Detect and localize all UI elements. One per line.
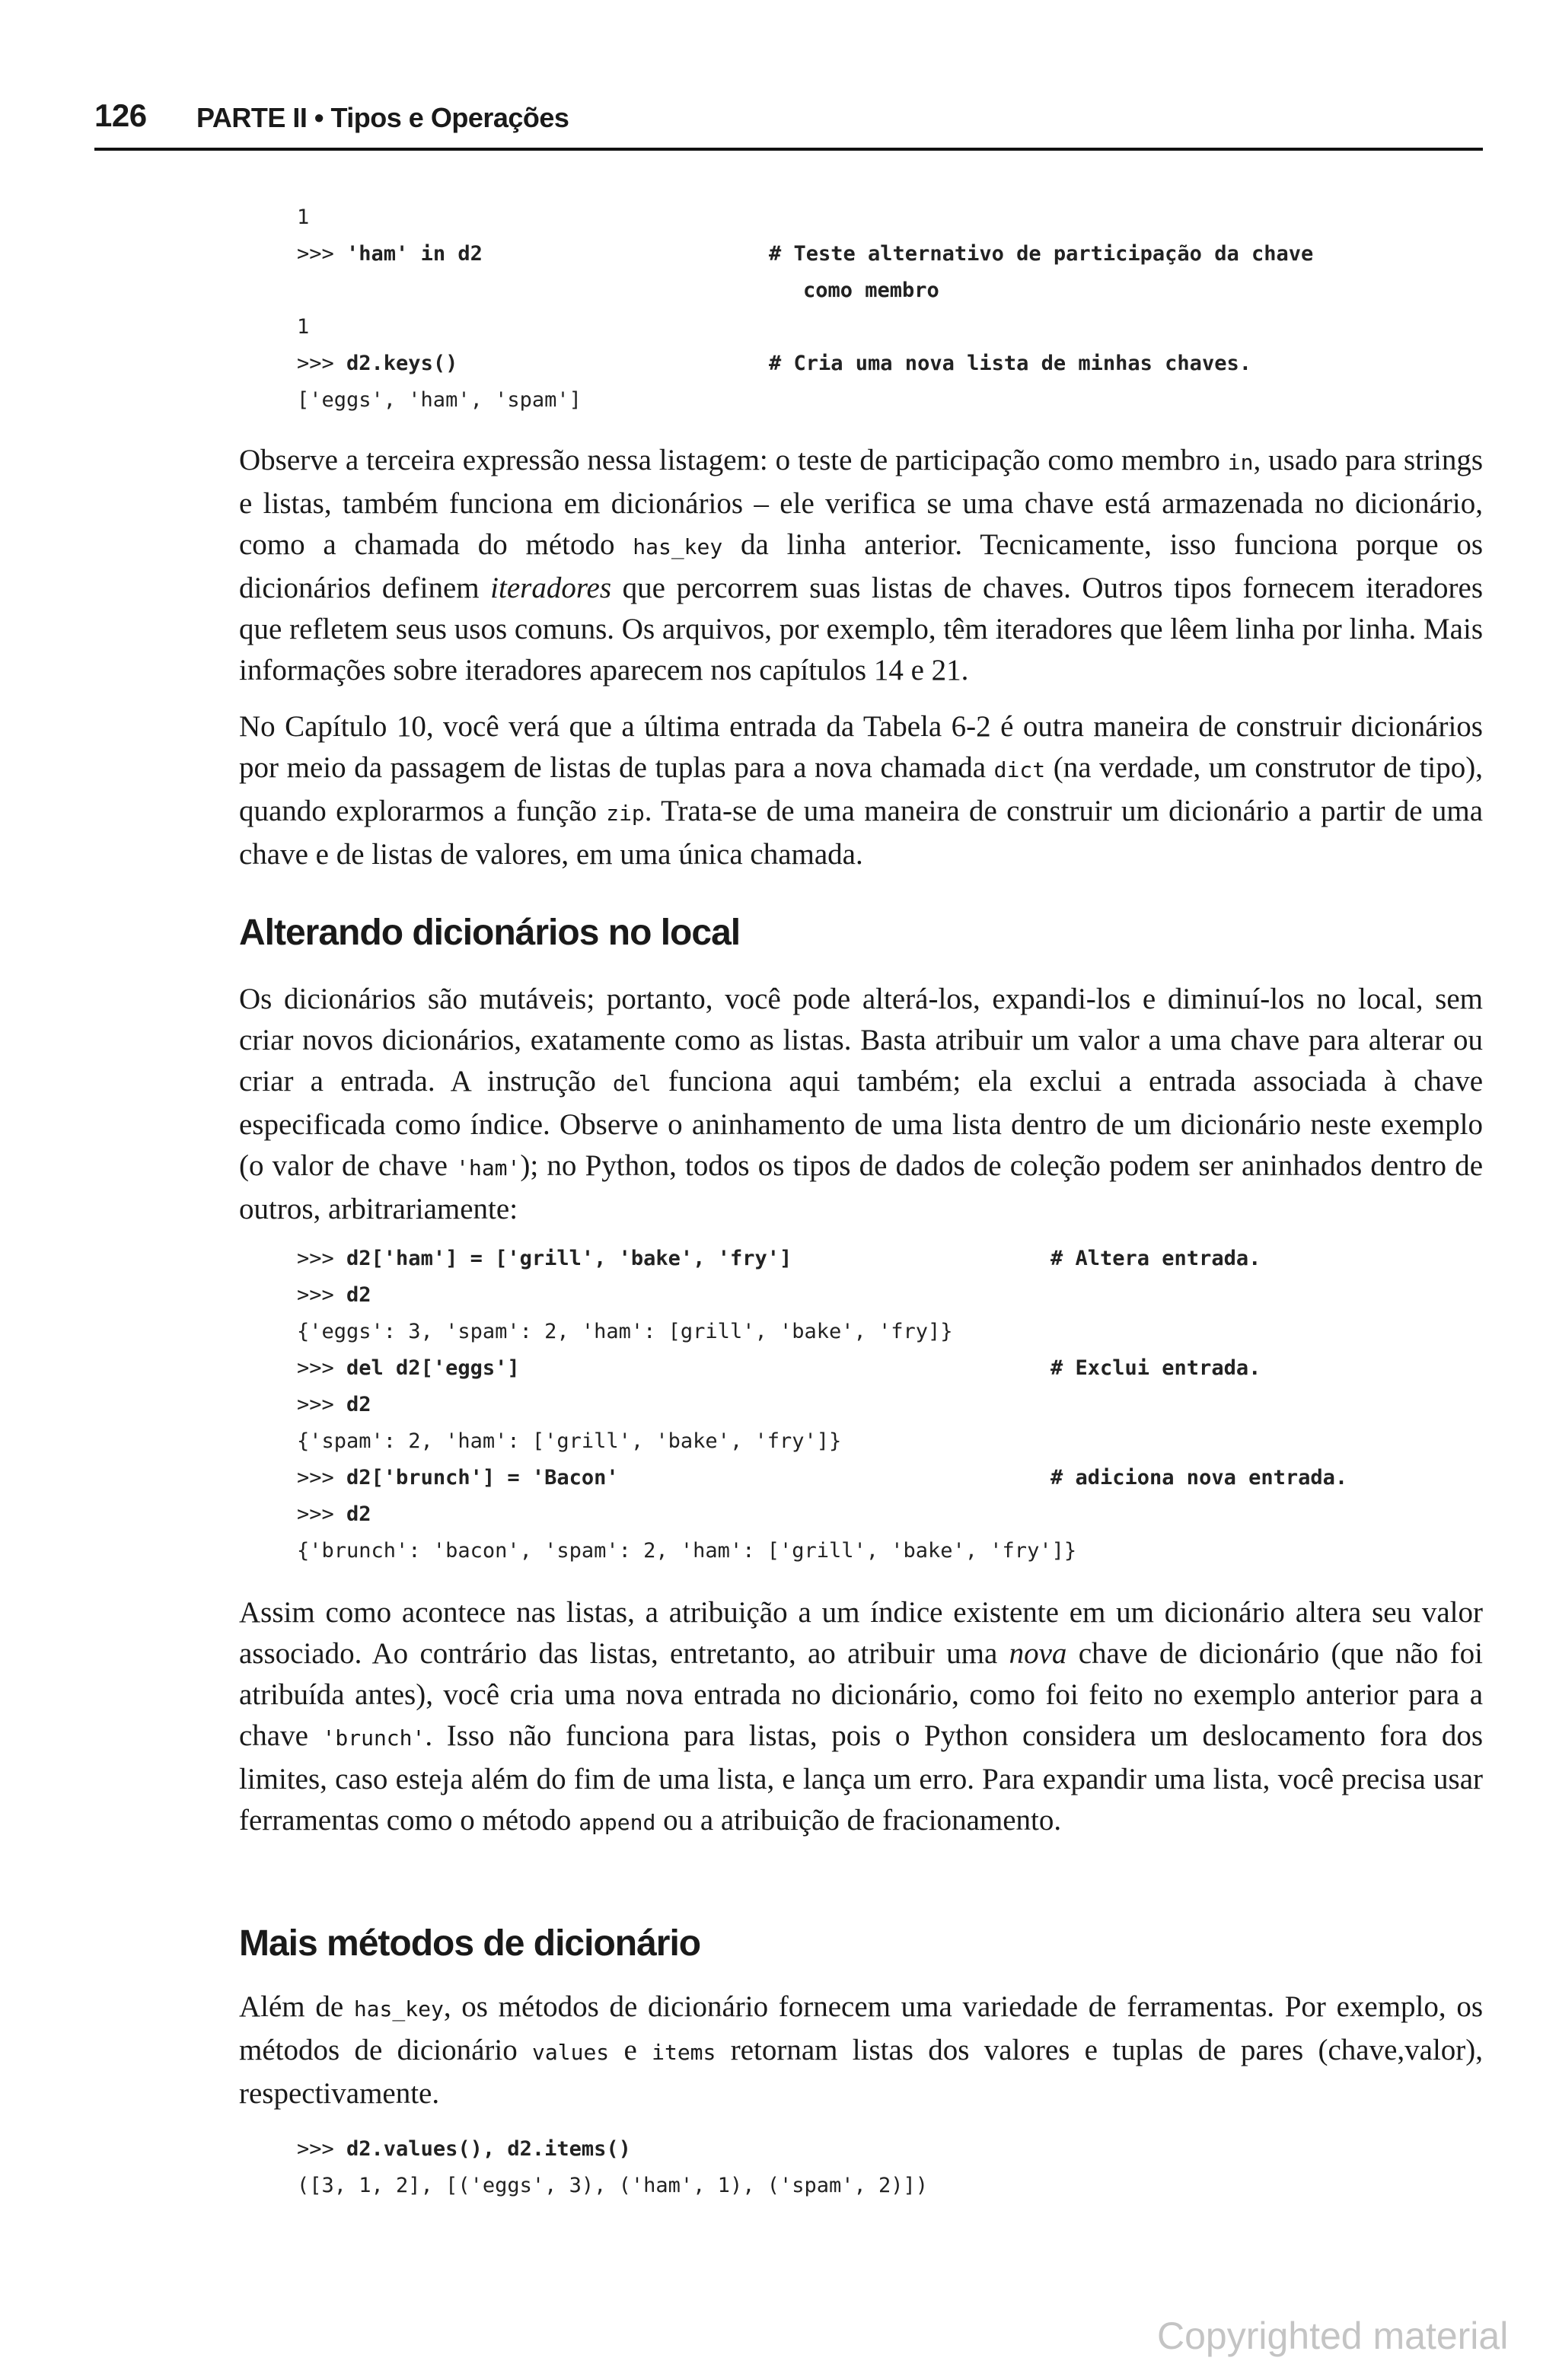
text: Assim como acontece nas listas, a atribuição a um índice existente em um dicionário altera seu valor associado. Ao contrário das listas, entretanto, ao atribuir uma <box>239 1596 1483 1670</box>
code-line <box>297 199 309 236</box>
text: Observe a terceira expressão nessa listagem: o teste de participação como membro <box>239 444 1228 476</box>
text: No Capítulo 10, você verá que a última entrada da Tabela 6-2 é outra maneira de construir dicionários por meio da passagem de listas de tuplas para a nova chamada <box>239 710 1483 784</box>
code-line <box>297 236 483 272</box>
code-comment: # Altera entrada. <box>1050 1247 1261 1270</box>
code-comment: como membro <box>803 279 939 302</box>
code-line <box>297 1314 953 1350</box>
code-line <box>297 1387 371 1423</box>
part-title: PARTE II • Tipos e Operações <box>196 102 569 133</box>
section-heading-1: Alterando dicionários no local <box>239 913 741 953</box>
code-input: d2 <box>346 1502 371 1526</box>
code-input: 'ham' in d2 <box>346 242 483 266</box>
text: , usado para strings e listas, também funciona em dicionários – ele verifica se uma chave está armazenada no dicionário, como a chamada do método <box>239 444 1483 561</box>
paragraph-2 <box>239 706 1483 875</box>
code-line <box>297 2168 928 2204</box>
text: Além de <box>239 1990 354 2023</box>
code-output: 1 <box>297 206 310 229</box>
code-block-2 <box>297 1241 1348 1571</box>
code-line <box>297 346 457 382</box>
inline-code: items <box>652 2040 716 2065</box>
code-output: {'spam': 2, 'ham': ['grill', 'bake', 'fry']} <box>297 1429 842 1453</box>
code-block-3 <box>297 2131 929 2225</box>
code-input: del d2['eggs'] <box>346 1356 520 1380</box>
code-input: d2.values(), d2.items() <box>346 2137 631 2161</box>
code-comment: # Teste alternativo de participação da chave <box>769 242 1314 266</box>
code-line <box>297 1533 1076 1569</box>
copyright-watermark: Copyrighted material <box>1157 2315 1509 2357</box>
text: , os métodos de dicionário fornecem uma variedade de ferramentas. Por exemplo, os métodos de dicionário <box>239 1990 1483 2066</box>
code-line <box>297 2131 631 2168</box>
inline-code: has_key <box>633 534 723 559</box>
inline-code: del <box>613 1071 652 1096</box>
inline-code: in <box>1227 450 1254 475</box>
inline-code: values <box>532 2040 610 2065</box>
code-line <box>297 382 582 419</box>
code-prompt: >>> <box>297 1502 347 1526</box>
code-prompt: >>> <box>297 352 347 375</box>
section-heading-2: Mais métodos de dicionário <box>239 1923 701 1964</box>
code-output: 1 <box>297 315 310 339</box>
text: . Isso não funciona para listas, pois o Python considera um deslocamento fora dos limites, caso esteja além do fim de uma lista, e lança um erro. Para expandir uma lista, você precisa usar ferramentas como o método <box>239 1719 1483 1837</box>
inline-code: zip <box>606 801 645 826</box>
code-comment: # Cria uma nova lista de minhas chaves. <box>769 352 1251 375</box>
emphasis: iteradores <box>490 572 612 604</box>
text: chave de dicionário (que não foi atribuída antes), você cria uma nova entrada no dicionário, como foi feito no exemplo anterior para a chave <box>239 1637 1483 1752</box>
text: da linha anterior. Tecnicamente, isso funciona porque os dicionários definem <box>239 528 1484 604</box>
code-prompt: >>> <box>297 1283 347 1307</box>
code-comment: # adiciona nova entrada. <box>1050 1466 1348 1489</box>
code-output: {'eggs': 3, 'spam': 2, 'ham': [grill', 'bake', 'fry]} <box>297 1320 953 1343</box>
code-comment: # Exclui entrada. <box>1050 1356 1261 1380</box>
inline-code: 'brunch' <box>322 1725 426 1751</box>
emphasis: nova <box>1009 1637 1067 1670</box>
code-prompt: >>> <box>297 242 347 266</box>
code-output: ['eggs', 'ham', 'spam'] <box>297 388 582 412</box>
text: e <box>609 2034 652 2066</box>
running-header <box>94 91 1483 151</box>
text: que percorrem suas listas de chaves. Outros tipos fornecem iteradores que refletem seus usos comuns. Os arquivos, por exemplo, têm iteradores que lêem linha por linha. Mais informações sobre iteradores aparecem nos capítulos 14 e 21. <box>239 572 1483 687</box>
inline-code: dict <box>993 757 1046 782</box>
text: ou a atribuição de fracionamento. <box>655 1804 1062 1837</box>
inline-code: append <box>579 1810 656 1835</box>
text: (na verdade, um construtor de tipo), quando explorarmos a função <box>239 751 1483 827</box>
code-prompt: >>> <box>297 2137 347 2161</box>
code-input: d2.keys() <box>346 352 458 375</box>
text: funciona aqui também; ela exclui a entrada associada à chave especificada como índice. Observe o aninhamento de uma lista dentro de um dicionário neste exemplo (o valor de chave <box>239 1065 1484 1182</box>
code-line <box>297 1241 792 1277</box>
inline-code: has_key <box>353 1996 444 2022</box>
code-prompt: >>> <box>297 1356 347 1380</box>
inline-code: 'ham' <box>456 1155 521 1180</box>
code-output: {'brunch': 'bacon', 'spam': 2, 'ham': ['grill', 'bake', 'fry']} <box>297 1539 1077 1563</box>
paragraph-1 <box>239 440 1483 691</box>
code-prompt: >>> <box>297 1393 347 1416</box>
paragraph-3 <box>239 979 1483 1230</box>
page-number: 126 <box>94 97 147 133</box>
text: Os dicionários são mutáveis; portanto, você pode alterá-los, expandi-los e diminuí-los no local, sem criar novos dicionários, exatamente como as listas. Basta atribuir um valor a uma chave para alterar ou criar a entrada. A instrução <box>239 983 1483 1098</box>
paragraph-4 <box>239 1592 1483 1843</box>
text: . Trata-se de uma maneira de construir um dicionário a partir de uma chave e de listas de valores, em uma única chamada. <box>239 795 1483 871</box>
code-line <box>297 1460 619 1496</box>
code-input: d2['ham'] = ['grill', 'bake', 'fry'] <box>346 1247 792 1270</box>
code-block-1 <box>297 199 1314 435</box>
code-line <box>297 1496 371 1533</box>
text: retornam listas dos valores e tuplas de pares (chave,valor), respectivamente. <box>239 2034 1484 2110</box>
code-line <box>297 1350 520 1387</box>
code-line <box>297 309 309 346</box>
code-input: d2['brunch'] = 'Bacon' <box>346 1466 619 1489</box>
paragraph-5 <box>239 1987 1483 2114</box>
code-output: ([3, 1, 2], [('eggs', 3), ('ham', 1), ('spam', 2)]) <box>297 2174 929 2197</box>
code-prompt: >>> <box>297 1466 347 1489</box>
text: ); no Python, todos os tipos de dados de coleção podem ser aninhados dentro de outros, arbitrariamente: <box>239 1149 1483 1225</box>
code-line <box>297 1277 371 1314</box>
code-input: d2 <box>346 1393 371 1416</box>
code-line <box>297 1423 841 1460</box>
code-prompt: >>> <box>297 1247 347 1270</box>
code-input: d2 <box>346 1283 371 1307</box>
